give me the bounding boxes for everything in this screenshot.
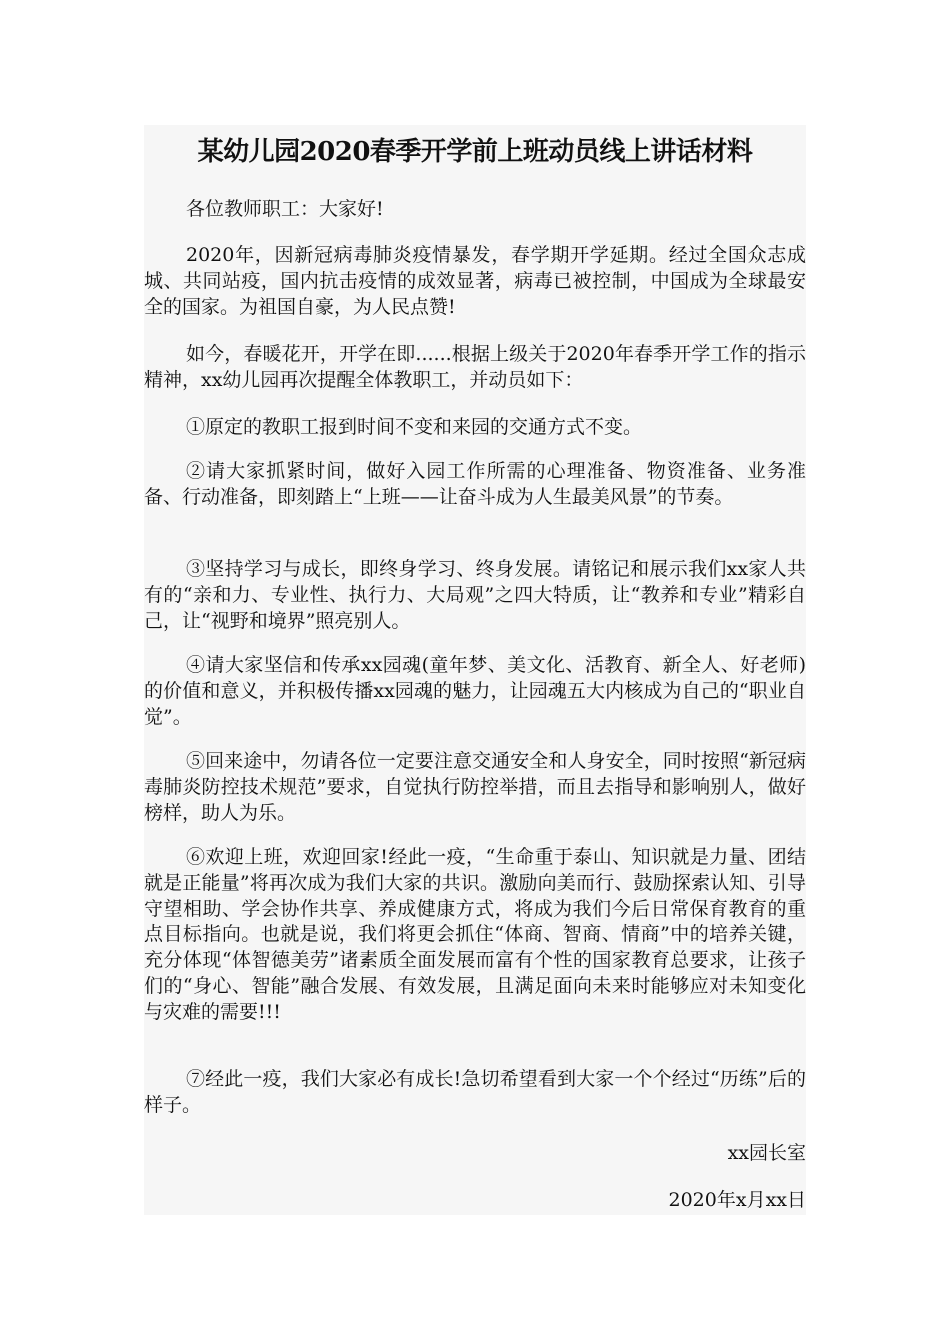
- paragraph-2: 如今，春暖花开，开学在即......根据上级关于2020年春季开学工作的指示精神，xx幼儿园再次提醒全体教职工，并动员如下：: [144, 343, 806, 391]
- paragraph-4: ②请大家抓紧时间，做好入园工作所需的心理准备、物资准备、业务准备、行动准备，即刻踏上“上班——让奋斗成为人生最美风景”的节奏。: [144, 460, 806, 508]
- date: 2020年x月xx日: [668, 1189, 806, 1211]
- signature: xx园长室: [727, 1142, 806, 1164]
- document-page: [144, 125, 806, 1215]
- paragraph-5: ③坚持学习与成长，即终身学习、终身发展。请铭记和展示我们xx家人共有的“亲和力、专业性、执行力、大局观”之四大特质，让“教养和专业”精彩自己，让“视野和境界”照亮别人。: [144, 558, 806, 632]
- paragraph-8: ⑥欢迎上班，欢迎回家!经此一疫，“生命重于泰山、知识就是力量、团结就是正能量”将再次成为我们大家的共识。激励向美而行、鼓励探索认知、引导守望相助、学会协作共享、养成健康方式，将成为我们今后日常保育教育的重点目标指向。也就是说，我们将更会抓住“体商、智商、情商”中的培养关键，充分体现“体智德美劳”诸素质全面发展而富有个性的国家教育总要求，让孩子们的“身心、智能”融合发展、有效发展，且满足面向未来时能够应对未知变化与灾难的需要!!!: [144, 846, 806, 1023]
- paragraph-1: 2020年，因新冠病毒肺炎疫情暴发，春学期开学延期。经过全国众志成城、共同站疫，国内抗击疫情的成效显著，病毒已被控制，中国成为全球最安全的国家。为祖国自豪，为人民点赞!: [144, 244, 806, 318]
- document-title: 某幼儿园2020春季开学前上班动员线上讲话材料: [197, 137, 753, 167]
- greeting: 各位教师职工：大家好!: [186, 198, 384, 220]
- paragraph-3: ①原定的教职工报到时间不变和来园的交通方式不变。: [186, 416, 643, 438]
- paragraph-7: ⑤回来途中，勿请各位一定要注意交通安全和人身安全，同时按照“新冠病毒肺炎防控技术规范”要求，自觉执行防控举措，而且去指导和影响别人，做好榜样，助人为乐。: [144, 750, 806, 824]
- paragraph-6: ④请大家坚信和传承xx园魂(童年梦、美文化、活教育、新全人、好老师)的价值和意义，并积极传播xx园魂的魅力，让园魂五大内核成为自己的“职业自觉”。: [144, 654, 806, 728]
- paragraph-9: ⑦经此一疫，我们大家必有成长!急切希望看到大家一个个经过“历练”后的样子。: [144, 1068, 806, 1116]
